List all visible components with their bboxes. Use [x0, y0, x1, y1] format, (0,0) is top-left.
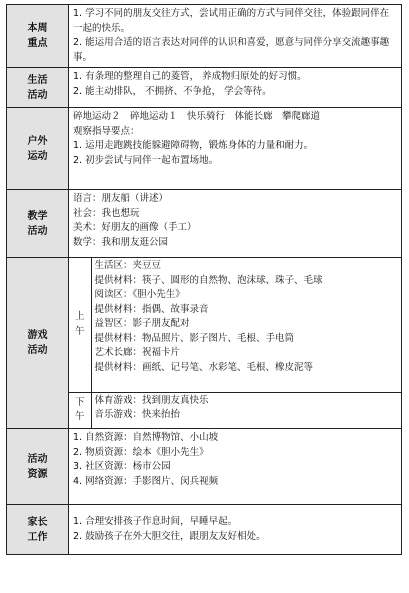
- outdoor-line-4: 2. 初步尝试与同伴一起布置场地。: [73, 154, 219, 166]
- parents-content: [69, 505, 402, 555]
- resources-line-1: 1. 自然资源：自然博物馆、小山坡: [73, 432, 219, 443]
- afternoon-line-1: 体育游戏：找到朋友真快乐: [94, 394, 209, 406]
- parents-label: 家长 工作: [7, 505, 69, 555]
- resources-line-3: 3. 社区资源：杨市公园: [73, 461, 171, 472]
- morning-line-1: 生活区：夹豆豆: [94, 260, 162, 271]
- outdoor-label: 户外 运动: [7, 108, 69, 190]
- morning-label: 上 午: [69, 258, 91, 392]
- weekly-focus-line-1: 1. 学习不同的朋友交往方式，尝试用正确的方式与同伴交往，体验跟同伴在一起的快乐。: [73, 8, 390, 34]
- weekly-focus-line-2: 2. 能运用合适的语言表达对同伴的认识和喜爱，愿意与同伴分享交流趣事趣事。: [73, 37, 390, 63]
- resources-label: 活动 资源: [7, 429, 69, 505]
- morning-line-4: 提供材料：指偶、故事录音: [94, 303, 209, 315]
- resources-line-4: 4. 网络资源：手影图片、闵兵视频: [73, 475, 219, 487]
- row-life-activity: [7, 68, 402, 108]
- morning-line-6: 提供材料：物品照片、影子图片、毛根、手电筒: [94, 332, 295, 344]
- teaching-line-1: 语言：朋友船（讲述）: [73, 193, 169, 204]
- morning-line-5: 益智区：影子朋友配对: [94, 318, 190, 329]
- teaching-label: 教学 活动: [7, 190, 69, 258]
- outdoor-line-1: 碎地运动２ 碎地运动１ 快乐骑行 体能长廊 攀爬廊道: [73, 111, 321, 122]
- morning-line-3: 阅读区：《胆小先生》: [94, 289, 185, 300]
- row-parents: [7, 505, 402, 555]
- morning-line-7: 艺术长廊：祝福卡片: [94, 347, 181, 358]
- afternoon-content: [91, 392, 401, 428]
- outdoor-content: [69, 108, 402, 190]
- weekly-focus-content: [69, 5, 402, 68]
- row-outdoor: [7, 108, 402, 190]
- game-label: 游戏 活动: [7, 258, 69, 429]
- afternoon-line-2: 音乐游戏：快来抬抬: [94, 409, 181, 420]
- life-activity-line-1: 1. 有条理的整理自己的菱管， 养成物归原处的好习惯。: [73, 71, 307, 82]
- life-activity-label: 生活 活动: [7, 68, 69, 108]
- game-inner-table: [69, 258, 401, 428]
- teaching-content: [69, 190, 402, 258]
- parents-line-1: 1. 合理安排孩子作息时间，早睡早起。: [73, 516, 238, 527]
- outdoor-line-3: 1. 运用走跑跳技能躲避障碍物，锻炼身体的力量和耐力。: [73, 140, 314, 151]
- life-activity-line-2: 2. 能主动排队， 不拥挤、不争抢， 学会等待。: [73, 85, 272, 97]
- weekly-plan-table: [6, 4, 402, 555]
- teaching-line-2: 社会：我也想玩: [73, 207, 140, 219]
- life-activity-content: [69, 68, 402, 108]
- parents-line-2: 2. 鼓励孩子在外大胆交往，跟朋友友好相处。: [73, 530, 266, 542]
- row-resources: [7, 429, 402, 505]
- outdoor-line-2: 观察指导要点：: [73, 125, 140, 137]
- morning-content: [91, 258, 401, 392]
- afternoon-label: 下 午: [69, 392, 91, 428]
- row-weekly-focus: [7, 5, 402, 68]
- weekly-focus-label: 本周 重点: [7, 5, 69, 68]
- morning-line-8: 提供材料：画纸、记号笔、水彩笔、毛根、橡皮泥等: [94, 361, 314, 373]
- morning-line-2: 提供材料：筷子、圆形的自然物、泡沫球、珠子、毛球: [94, 274, 323, 286]
- teaching-line-4: 数学：我和朋友逛公园: [73, 236, 169, 248]
- row-game: [7, 258, 402, 429]
- resources-content: [69, 429, 402, 505]
- row-teaching: [7, 190, 402, 258]
- game-morning-row: [69, 258, 401, 392]
- resources-line-2: 2. 物质资源：绘本《胆小先生》: [73, 446, 209, 458]
- game-afternoon-row: [69, 392, 401, 428]
- game-content: [69, 258, 402, 429]
- teaching-line-3: 美术：好朋友的画像（手工）: [73, 222, 197, 233]
